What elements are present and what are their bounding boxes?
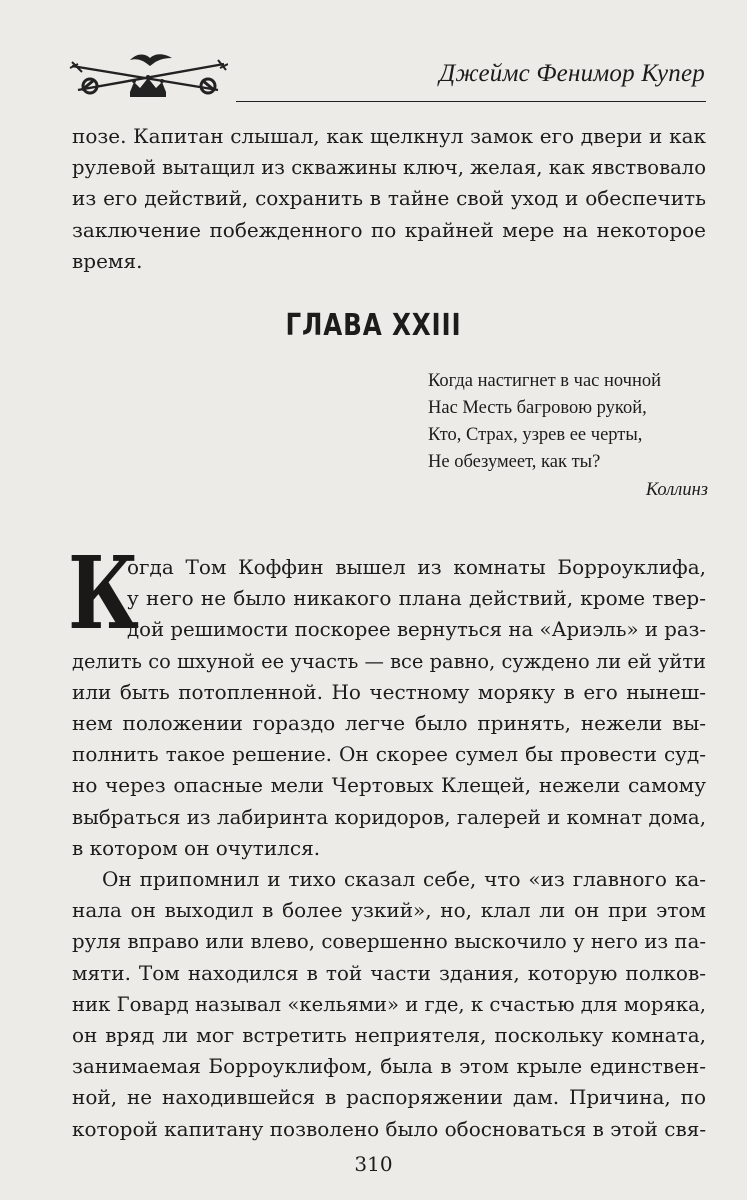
paragraph-1 xyxy=(72,552,706,864)
intro-paragraph xyxy=(72,121,706,277)
text-line: но через опасные мели Чертовых Клещей, нежели самому xyxy=(72,773,706,798)
text-line: ник Говард называл «кельями» и где, к счастью для моряка, xyxy=(72,992,706,1016)
text-line: полнить такое решение. Он скорее сумел бы провести суд- xyxy=(72,742,706,767)
text-line: у него не было никакого плана действий, кроме твер- xyxy=(127,586,706,611)
text-line: выбраться из лабиринта коридоров, галерей и комнат дома, xyxy=(72,805,706,829)
text-line: делить со шхуной ее участь — все равно, суждено ли ей уйти xyxy=(72,649,706,673)
text-line: занимаемая Борроуклифом, была в этом крыле единствен- xyxy=(72,1054,706,1079)
text-line: он вряд ли мог встретить неприятеля, поскольку комната, xyxy=(72,1023,706,1048)
text-line: в котором он очутился. xyxy=(72,835,321,860)
epigraph-line: Когда настигнет в час ночной xyxy=(428,371,662,391)
text-line: нала он выходил в более узкий», но, клал ли он при этом xyxy=(72,898,706,923)
text-line: нем положении гораздо легче было принять, нежели вы- xyxy=(72,711,706,736)
text-line: или быть потопленной. Но честному моряку в его нынеш- xyxy=(72,679,706,704)
text-line: мяти. Том находился в той части здания, которую полков- xyxy=(72,960,706,985)
header-rule xyxy=(236,101,706,102)
text-line: дой решимости поскорее вернуться на «Ариэль» и раз- xyxy=(127,618,706,642)
epigraph-line: Кто, Страх, узрев ее черты, xyxy=(428,425,643,445)
text-line: из его действий, сохранить в тайне свой уход и обеспечить xyxy=(72,186,706,211)
text-line: рулевой вытащил из скважины ключ, желая, как явствовало xyxy=(72,156,706,180)
epigraph-line: Нас Месть багровою рукой, xyxy=(428,398,647,418)
text-line: время. xyxy=(72,248,143,273)
text-line: которой капитану позволено было обосноваться в этой свя- xyxy=(72,1116,707,1141)
text-line: огда Том Коффин вышел из комнаты Борроуклифа, xyxy=(127,555,706,579)
chapter-title: ГЛАВА XXIII xyxy=(285,308,462,343)
text-line: заключение побежденного по крайней мере на некоторое xyxy=(72,217,706,242)
text-line: Он припомнил и тихо сказал себе, что «из главного ка- xyxy=(102,867,706,891)
crossed-swords-crown-eagle-icon xyxy=(68,46,228,110)
epigraph-attribution: Коллинз xyxy=(645,480,708,500)
text-line: руля вправо или влево, совершенно выскочило у него из па- xyxy=(72,930,706,954)
paragraph-2 xyxy=(72,864,706,1145)
epigraph xyxy=(428,368,708,504)
text-line: позе. Капитан слышал, как щелкнул замок его двери и как xyxy=(72,124,706,148)
epigraph-line: Не обезумеет, как ты? xyxy=(428,452,601,472)
text-line: ной, не находившейся в распоряжении дам. Причина, по xyxy=(72,1085,706,1110)
drop-cap: К xyxy=(68,534,139,652)
page-number: 310 xyxy=(354,1152,393,1176)
running-head: Джеймс Фенимор Купер xyxy=(439,60,705,87)
